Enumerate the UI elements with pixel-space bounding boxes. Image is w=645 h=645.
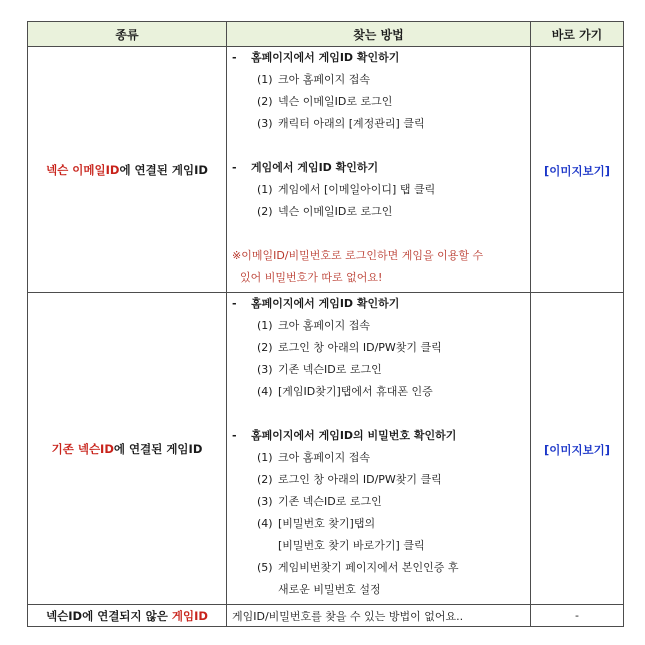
view-image-link[interactable]: [이미지보기]	[543, 443, 611, 457]
section-title: - 게임에서 게임ID 확인하기	[232, 161, 379, 174]
section-title: - 홈페이지에서 게임ID 확인하기	[232, 297, 400, 310]
step-item: (4) [게임ID찾기]탭에서 휴대폰 인증	[257, 385, 433, 398]
header-method: 찾는 방법	[227, 22, 531, 47]
header-type: 종류	[28, 22, 227, 47]
step-item: (1) 크아 홈페이지 접속	[257, 319, 371, 332]
step-item: (3) 기존 넥슨ID로 로그인	[257, 363, 382, 376]
link-cell	[531, 293, 624, 605]
note-text-cont: 있어 비밀번호가 따로 없어요!	[240, 271, 383, 284]
type-text: 넥슨ID에 연결되지 않은	[46, 608, 172, 623]
type-text: 에 연결된 게임ID	[119, 162, 208, 177]
step-item: (2) 넥슨 이메일ID로 로그인	[257, 95, 393, 108]
table-row	[28, 605, 624, 627]
type-highlight: 넥슨 이메일ID	[46, 162, 120, 177]
game-id-guide-table	[27, 21, 624, 627]
type-cell	[28, 605, 227, 627]
method-cell	[227, 293, 531, 605]
type-cell	[28, 293, 227, 605]
method-cell	[227, 605, 531, 627]
view-image-link[interactable]: [이미지보기]	[543, 164, 611, 178]
link-cell: -	[531, 605, 624, 627]
table-row	[28, 293, 624, 605]
type-text: 에 연결된 게임ID	[113, 441, 203, 456]
step-item: (5) 게임비번찾기 페이지에서 본인인증 후	[257, 561, 459, 574]
link-cell	[531, 47, 624, 293]
table-header-row	[28, 22, 624, 47]
step-item: (3) 캐릭터 아래의 [계정관리] 클릭	[257, 117, 425, 130]
section-title: - 홈페이지에서 게임ID의 비밀번호 확인하기	[232, 429, 457, 442]
header-link: 바로 가기	[531, 22, 624, 47]
step-item-cont: 새로운 비밀번호 설정	[278, 583, 381, 596]
step-item: (1) 게임에서 [이메일아이디] 탭 클릭	[257, 183, 436, 196]
step-item: (3) 기존 넥슨ID로 로그인	[257, 495, 382, 508]
step-item: (1) 크아 홈페이지 접속	[257, 451, 371, 464]
step-item: (2) 넥슨 이메일ID로 로그인	[257, 205, 393, 218]
step-item: (2) 로그인 창 아래의 ID/PW찾기 클릭	[257, 473, 442, 486]
table-row	[28, 47, 624, 293]
section-title: - 홈페이지에서 게임ID 확인하기	[232, 51, 400, 64]
step-item-cont: [비밀번호 찾기 바로가기] 클릭	[278, 539, 425, 552]
step-item: (4) [비밀번호 찾기]탭의	[257, 517, 376, 530]
type-cell	[28, 47, 227, 293]
step-item: (2) 로그인 창 아래의 ID/PW찾기 클릭	[257, 341, 442, 354]
method-text: 게임ID/비밀번호를 찾을 수 있는 방법이 없어요..	[232, 609, 464, 623]
type-highlight: 게임ID	[171, 608, 208, 623]
note-text: ※이메일ID/비밀번호로 로그인하면 게임을 이용할 수	[232, 249, 484, 262]
method-cell	[227, 47, 531, 293]
step-item: (1) 크아 홈페이지 접속	[257, 73, 371, 86]
type-highlight: 기존 넥슨ID	[51, 441, 114, 456]
